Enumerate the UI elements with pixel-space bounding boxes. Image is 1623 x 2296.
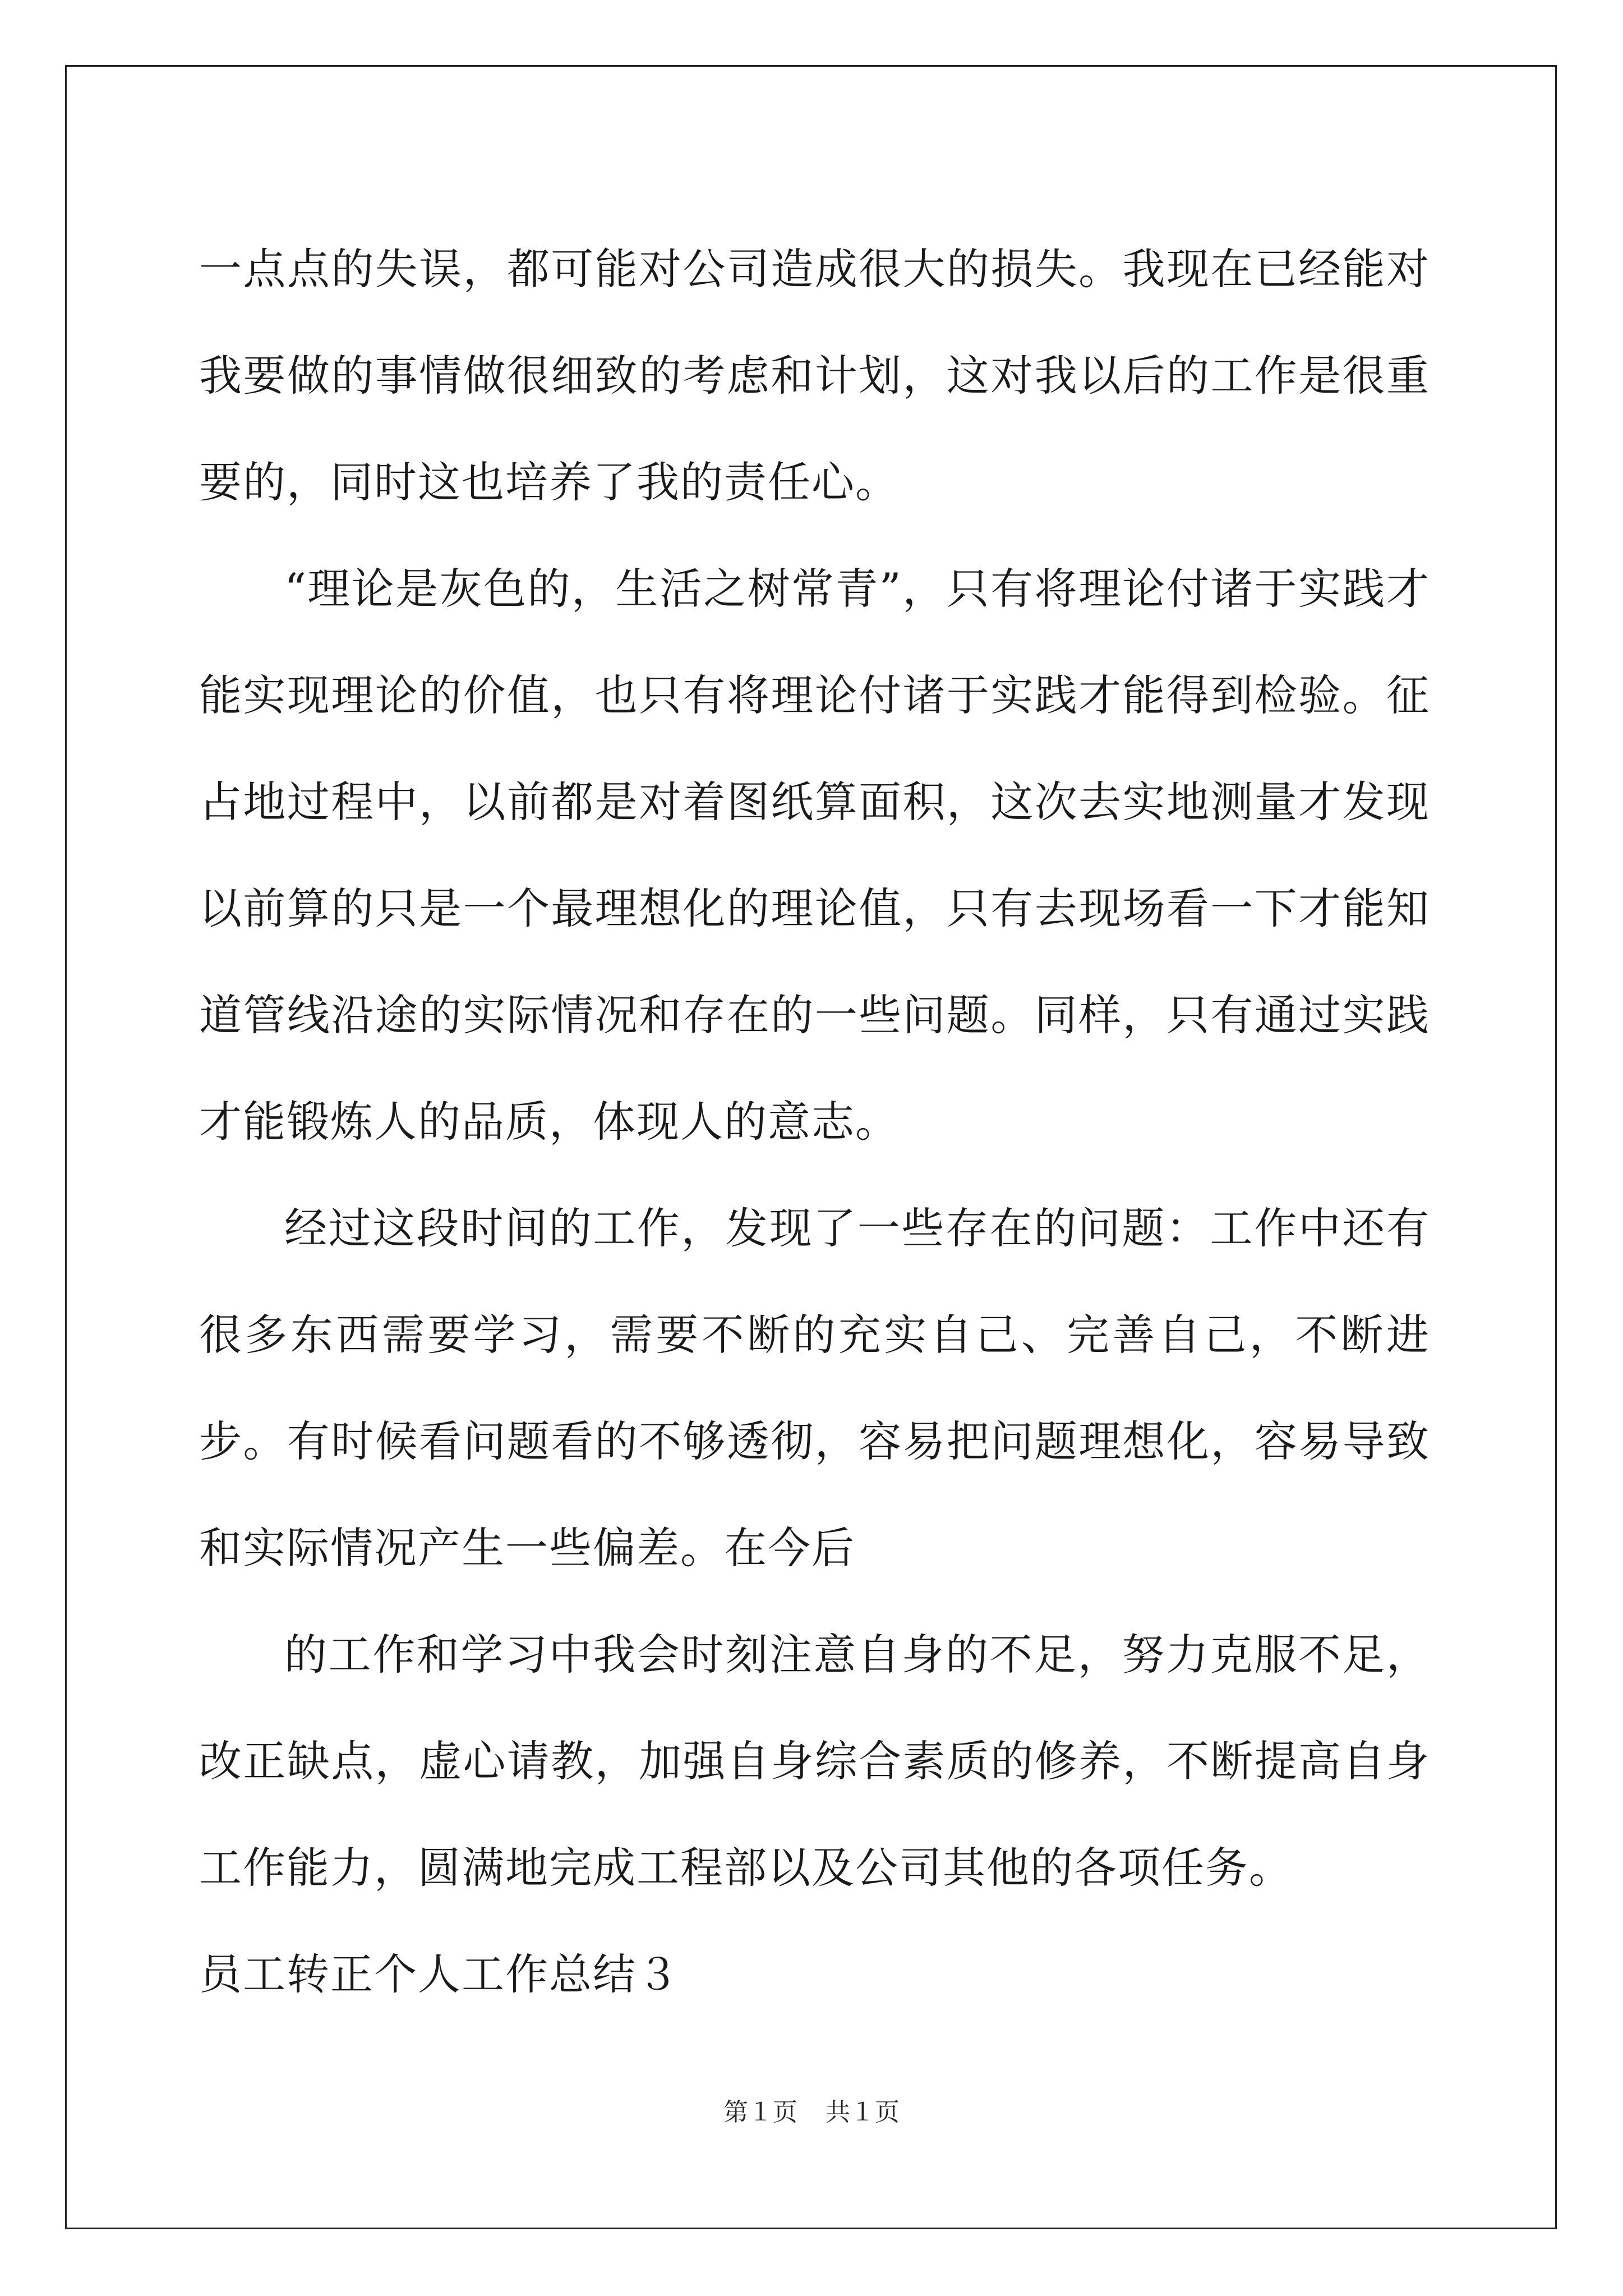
paragraph-1: 一点点的失误，都可能对公司造成很大的损失。我现在已经能对我要做的事情做很细致的考虑和计划，这对我以后的工作是很重要的，同时这也培养了我的责任心。	[199, 244, 1430, 507]
page-footer	[0, 2096, 1623, 2129]
section-heading: 员工转正个人工作总结３	[199, 1949, 680, 1999]
paragraph-3: 经过这段时间的工作，发现了一些存在的问题：工作中还有很多东西需要学习，需要不断的充实自己、完善自己，不断进步。有时候看问题看的不够透彻，容易把问题理想化，容易导致和实际情况产生一些偏差。在今后	[199, 1203, 1430, 1573]
paragraph-2: “理论是灰色的，生活之树常青”，只有将理论付诸于实践才能实现理论的价值，也只有将理论付诸于实践才能得到检验。征占地过程中，以前都是对着图纸算面积，这次去实地测量才发现以前算的只是一个最理想化的理论值，只有去现场看一下才能知道管线沿途的实际情况和存在的一些问题。同样，只有通过实践才能锻炼人的品质，体现人的意志。	[199, 564, 1430, 1147]
page-number: 第１页	[723, 2098, 797, 2127]
document-body	[199, 216, 1430, 2028]
paragraph-4: 的工作和学习中我会时刻注意自身的不足，努力克服不足，改正缺点，虚心请教，加强自身综合素质的修养，不断提高自身工作能力，圆满地完成工程部以及公司其他的各项任务。	[199, 1630, 1430, 1893]
page-total: 共１页	[826, 2098, 900, 2127]
